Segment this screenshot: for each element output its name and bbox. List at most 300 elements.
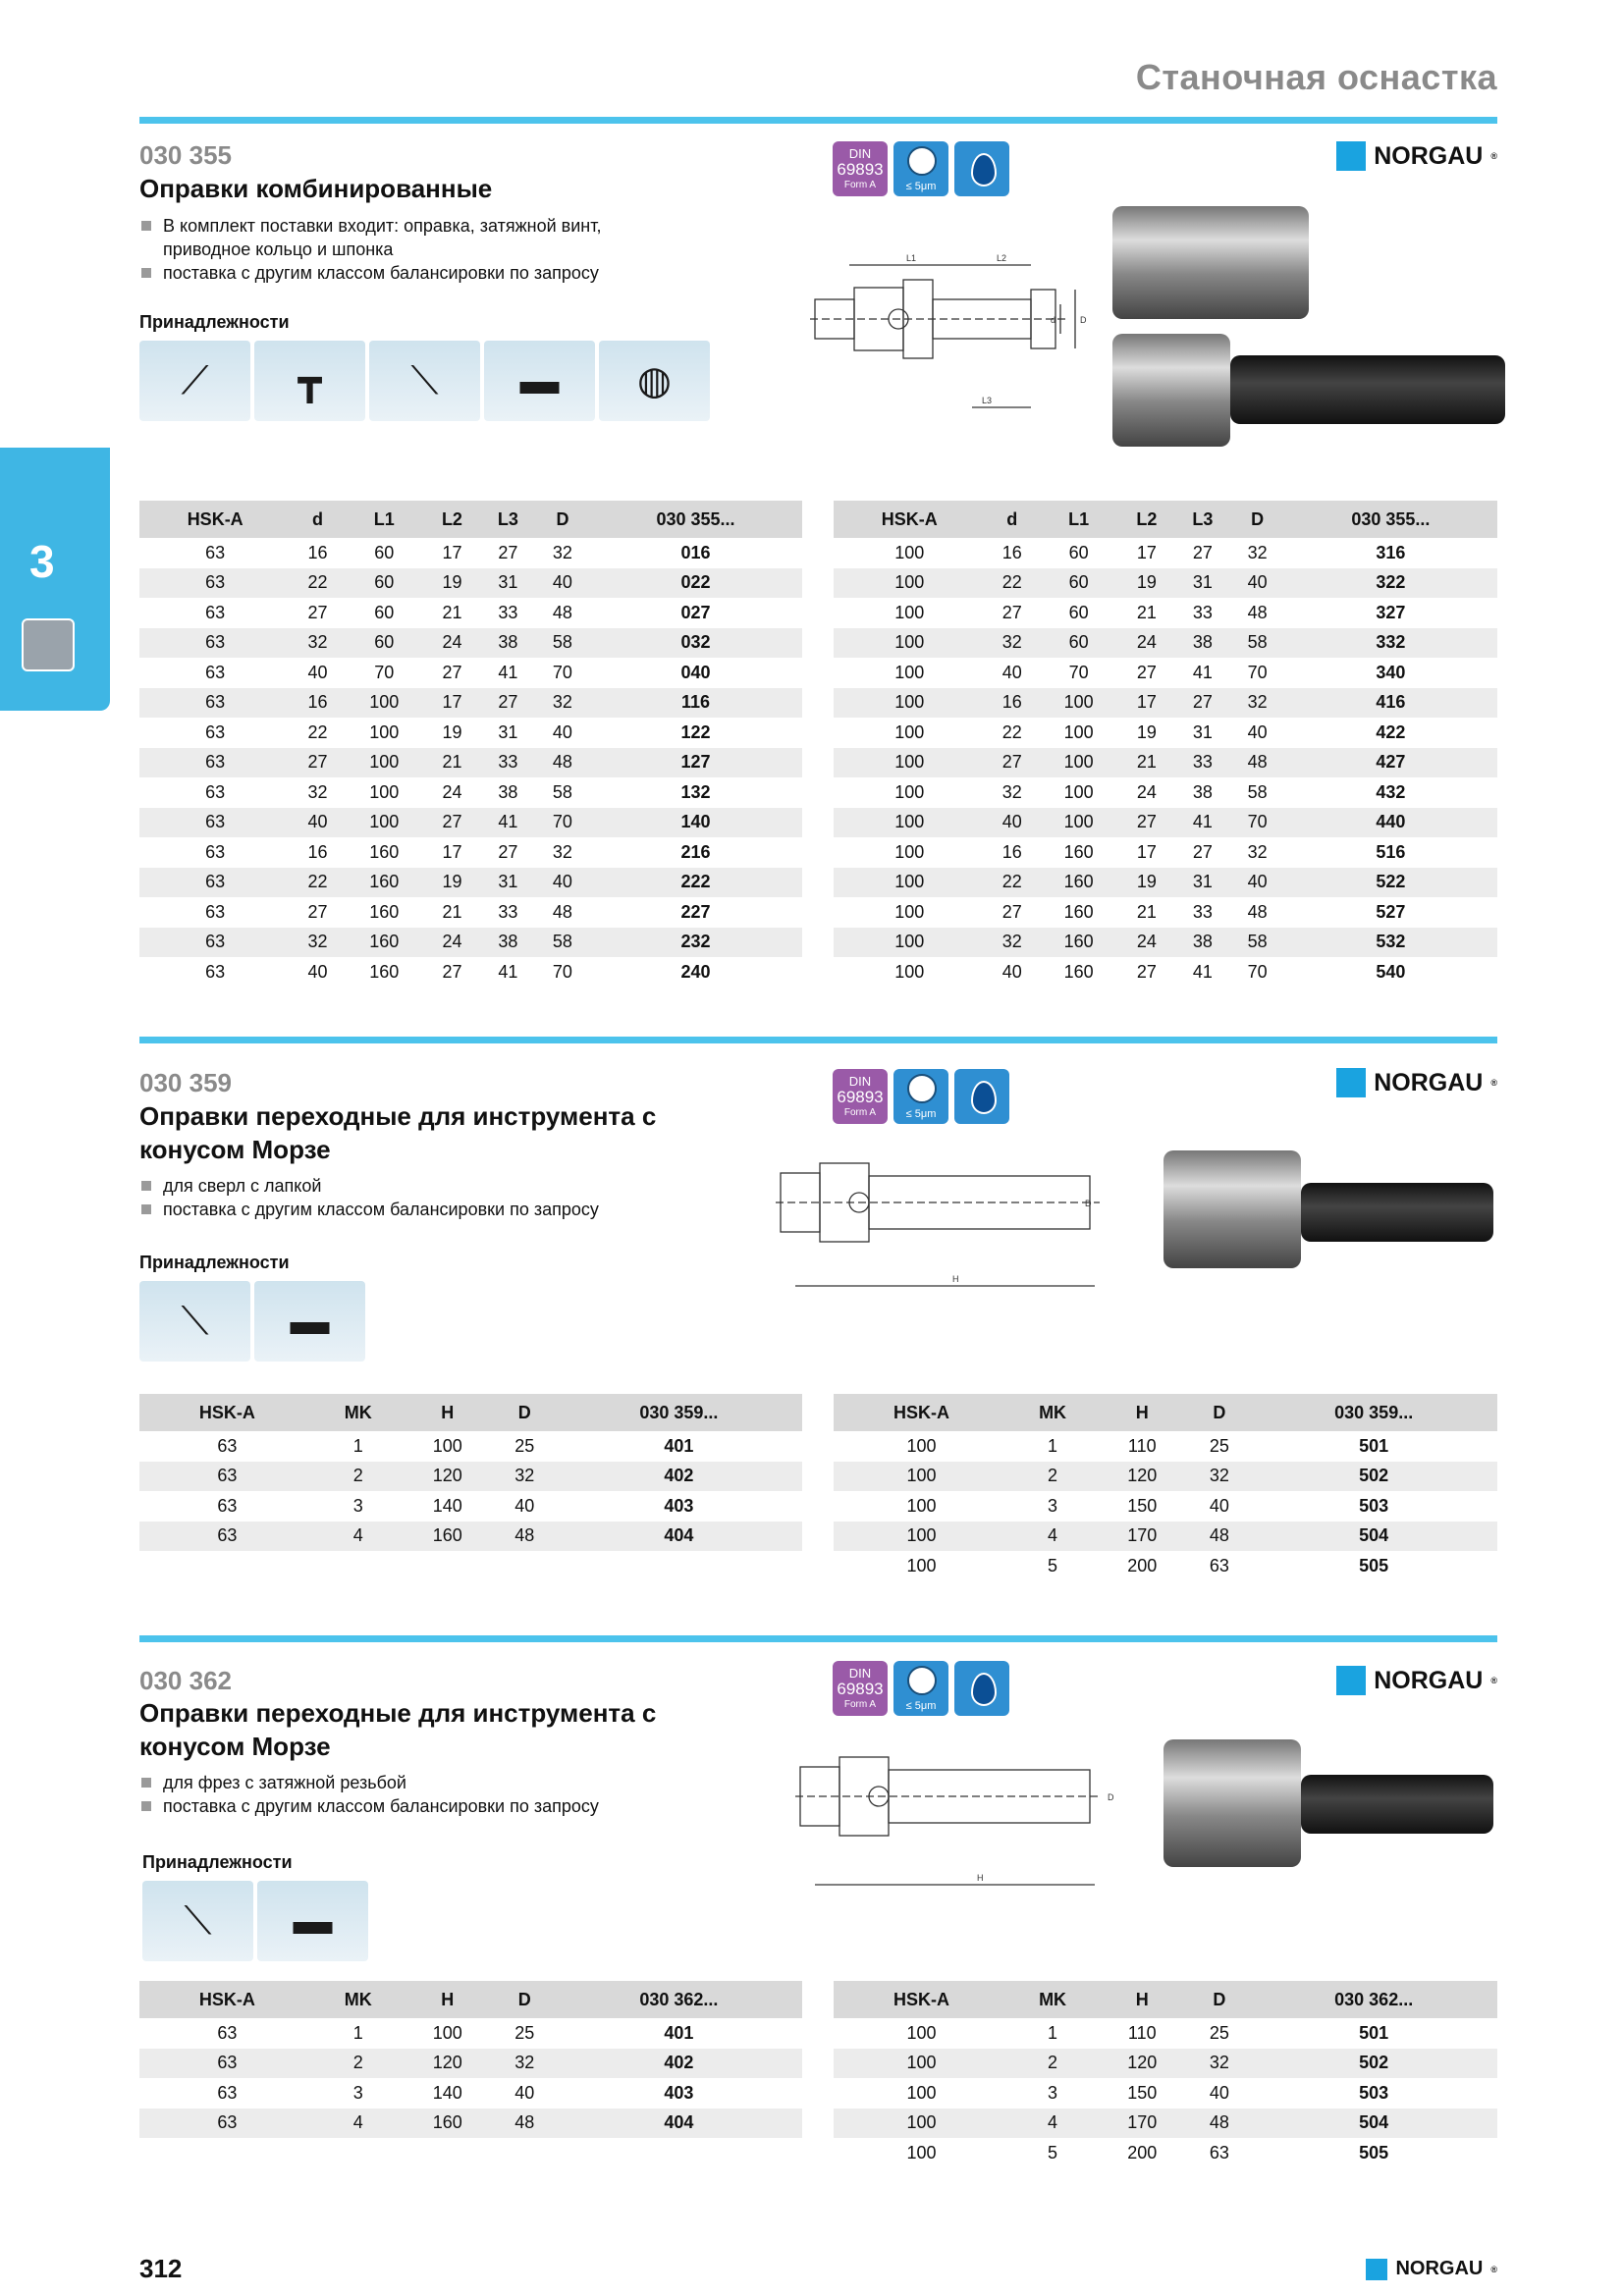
column-header: 030 359... bbox=[1250, 1394, 1497, 1431]
coolant-drop-icon bbox=[954, 1069, 1009, 1124]
table-cell: 40 bbox=[307, 662, 328, 682]
table-cell: 416 bbox=[1284, 688, 1497, 719]
table-cell: 132 bbox=[680, 781, 711, 802]
section-bullets bbox=[139, 1771, 689, 1818]
table-cell: 503 bbox=[1359, 2082, 1389, 2103]
page-number: 312 bbox=[139, 2254, 183, 2283]
screw-icon: ▬ bbox=[293, 1898, 333, 1943]
table-cell: 63 bbox=[205, 542, 226, 562]
table-cell: 70 bbox=[1247, 961, 1268, 982]
table-cell: 24 bbox=[424, 928, 480, 958]
table-cell: 016 bbox=[680, 542, 711, 562]
table-cell: 100 bbox=[906, 2082, 937, 2103]
table-cell: 33 bbox=[480, 748, 536, 778]
table-cell: 100 bbox=[369, 781, 400, 802]
table-cell: 31 bbox=[480, 868, 536, 898]
table-cell: 100 bbox=[1063, 721, 1094, 742]
table-cell: 27 bbox=[307, 901, 328, 922]
table-cell: 4 bbox=[1009, 1522, 1096, 1552]
table-row bbox=[834, 598, 1497, 628]
column-header: HSK-A bbox=[834, 1981, 1009, 2018]
column-header: MK bbox=[1009, 1981, 1096, 2018]
table-cell: 100 bbox=[432, 2022, 462, 2043]
table-cell: 100 bbox=[432, 1435, 462, 1456]
table-cell: 505 bbox=[1359, 1555, 1389, 1575]
table-cell: 3 bbox=[1048, 1495, 1058, 1516]
din-number: 69893 bbox=[837, 1088, 884, 1106]
table-cell: 48 bbox=[552, 901, 572, 922]
table-cell: 40 bbox=[291, 808, 344, 838]
table-row bbox=[834, 1491, 1497, 1522]
gauge-label: ≤ 5μm bbox=[905, 1108, 937, 1120]
table-cell: 100 bbox=[906, 1555, 937, 1575]
t-wrench-icon: ┳ bbox=[298, 359, 322, 402]
table-cell: 322 bbox=[1284, 568, 1497, 599]
table-cell: 27 bbox=[1136, 961, 1157, 982]
table-cell: 501 bbox=[1359, 1435, 1389, 1456]
table-cell: 19 bbox=[424, 568, 480, 599]
table-cell: 327 bbox=[1376, 602, 1406, 622]
table-cell: 63 bbox=[205, 961, 226, 982]
table-row bbox=[834, 2109, 1497, 2139]
accessory-screw-thumbnail[interactable] bbox=[257, 1881, 368, 1961]
table-cell: 63 bbox=[139, 628, 291, 659]
table-row bbox=[834, 837, 1497, 868]
column-header: d bbox=[291, 501, 344, 538]
technical-drawing bbox=[795, 1752, 1114, 1890]
table-cell: 38 bbox=[498, 781, 518, 802]
table-cell: 100 bbox=[834, 628, 986, 659]
din-label: DIN bbox=[848, 1666, 872, 1681]
table-cell: 32 bbox=[1247, 841, 1268, 862]
table-cell: 100 bbox=[834, 1522, 1009, 1552]
table-cell: 48 bbox=[1230, 748, 1283, 778]
hex-key-icon: ⟍ bbox=[184, 1898, 212, 1943]
brand-mark: ® bbox=[1490, 151, 1497, 161]
table-cell: 70 bbox=[552, 961, 572, 982]
table-cell: 516 bbox=[1376, 841, 1406, 862]
table-row bbox=[834, 868, 1497, 898]
dim-label: D bbox=[1080, 315, 1087, 325]
table-cell: 70 bbox=[1230, 808, 1283, 838]
table-row bbox=[139, 1522, 802, 1552]
accessory-screw-thumbnail[interactable] bbox=[484, 341, 595, 421]
table-cell: 48 bbox=[1188, 1522, 1250, 1552]
table-cell: 32 bbox=[1188, 2049, 1250, 2079]
table-cell: 504 bbox=[1250, 2109, 1497, 2139]
table-cell: 48 bbox=[494, 2109, 556, 2139]
table-cell: 4 bbox=[1009, 2109, 1096, 2139]
table-cell: 17 bbox=[1136, 542, 1157, 562]
column-header: L3 bbox=[1174, 501, 1230, 538]
table-cell: 316 bbox=[1376, 542, 1406, 562]
table-cell: 40 bbox=[1247, 721, 1268, 742]
table-cell: 127 bbox=[589, 748, 802, 778]
table-cell: 16 bbox=[291, 688, 344, 719]
table-cell: 24 bbox=[1118, 628, 1174, 659]
gauge-label: ≤ 5μm bbox=[905, 181, 937, 192]
din-form: Form A bbox=[843, 1699, 877, 1710]
table-cell: 100 bbox=[345, 808, 424, 838]
table-cell: 48 bbox=[1247, 602, 1268, 622]
table-row bbox=[139, 628, 802, 659]
table-cell: 32 bbox=[307, 781, 328, 802]
table-cell: 100 bbox=[1039, 748, 1119, 778]
table-cell: 19 bbox=[1136, 721, 1157, 742]
table-row bbox=[834, 1522, 1497, 1552]
table-cell: 63 bbox=[205, 841, 226, 862]
column-header: HSK-A bbox=[139, 1394, 315, 1431]
table-row bbox=[834, 808, 1497, 838]
table-cell: 100 bbox=[894, 901, 925, 922]
table-cell: 63 bbox=[205, 901, 226, 922]
table-cell: 22 bbox=[986, 568, 1039, 599]
table-cell: 32 bbox=[552, 841, 572, 862]
spec-table bbox=[834, 1981, 1497, 2168]
table-row bbox=[139, 2018, 802, 2049]
table-cell: 100 bbox=[345, 688, 424, 719]
table-cell: 63 bbox=[139, 808, 291, 838]
table-row bbox=[139, 777, 802, 808]
table-cell: 24 bbox=[1118, 928, 1174, 958]
tool-holder-icon bbox=[22, 618, 75, 671]
table-cell: 32 bbox=[494, 2049, 556, 2079]
column-header: 030 355... bbox=[589, 501, 802, 538]
table-cell: 63 bbox=[139, 2049, 315, 2079]
table-cell: 58 bbox=[536, 628, 589, 659]
table-cell: 24 bbox=[1136, 781, 1157, 802]
table-cell: 63 bbox=[139, 868, 291, 898]
table-cell: 63 bbox=[139, 928, 291, 958]
table-cell: 404 bbox=[556, 1522, 802, 1552]
table-cell: 401 bbox=[664, 1435, 694, 1456]
table-cell: 63 bbox=[217, 2082, 238, 2103]
table-cell: 31 bbox=[498, 721, 518, 742]
table-row bbox=[139, 688, 802, 719]
table-header-row bbox=[139, 1394, 802, 1431]
table-cell: 170 bbox=[1096, 2109, 1188, 2139]
table-cell: 32 bbox=[986, 628, 1039, 659]
table-row bbox=[139, 1491, 802, 1522]
hex-key-icon: ⟍ bbox=[181, 1299, 209, 1343]
table-cell: 502 bbox=[1250, 2049, 1497, 2079]
spec-table bbox=[834, 1394, 1497, 1581]
column-header: 030 359... bbox=[556, 1394, 802, 1431]
coolant-drop-icon bbox=[954, 141, 1009, 196]
accessories-label: Принадлежности bbox=[139, 1253, 290, 1272]
page-header-title: Станочная оснастка bbox=[1135, 57, 1497, 97]
column-header: L3 bbox=[480, 501, 536, 538]
table-cell: 403 bbox=[664, 2082, 694, 2103]
column-header: L1 bbox=[345, 501, 424, 538]
column-header: HSK-A bbox=[834, 1394, 1009, 1431]
table-cell: 60 bbox=[1068, 542, 1089, 562]
column-header: D bbox=[1230, 501, 1283, 538]
hex-key-icon: ⟍ bbox=[410, 358, 439, 402]
table-cell: 22 bbox=[291, 868, 344, 898]
screw-icon: ▬ bbox=[519, 358, 560, 402]
dim-label: d bbox=[1051, 315, 1056, 325]
table-cell: 63 bbox=[139, 1522, 315, 1552]
table-cell: 100 bbox=[345, 748, 424, 778]
table-cell: 122 bbox=[680, 721, 711, 742]
table-row bbox=[139, 658, 802, 688]
table-cell: 21 bbox=[424, 748, 480, 778]
table-row bbox=[834, 2049, 1497, 2079]
table-cell: 63 bbox=[205, 781, 226, 802]
table-cell: 440 bbox=[1284, 808, 1497, 838]
table-cell: 27 bbox=[307, 602, 328, 622]
table-row bbox=[834, 897, 1497, 928]
table-cell: 120 bbox=[402, 1462, 494, 1492]
table-cell: 40 bbox=[552, 721, 572, 742]
table-cell: 5 bbox=[1048, 1555, 1058, 1575]
table-cell: 340 bbox=[1376, 662, 1406, 682]
table-cell: 403 bbox=[664, 1495, 694, 1516]
dim-label: H bbox=[952, 1274, 959, 1284]
table-cell: 31 bbox=[1174, 868, 1230, 898]
table-cell: 120 bbox=[1096, 1462, 1188, 1492]
accessories-strip bbox=[139, 1281, 365, 1362]
din-number: 69893 bbox=[837, 160, 884, 179]
table-row bbox=[139, 538, 802, 568]
table-cell: 432 bbox=[1376, 781, 1406, 802]
table-row bbox=[834, 688, 1497, 719]
accessory-tee-thumbnail[interactable] bbox=[254, 341, 365, 421]
table-cell: 25 bbox=[1209, 2022, 1229, 2043]
table-cell: 170 bbox=[1096, 1522, 1188, 1552]
din-badge bbox=[833, 1661, 888, 1716]
accessory-ring-thumbnail[interactable] bbox=[599, 341, 710, 421]
table-cell: 100 bbox=[894, 662, 925, 682]
din-label: DIN bbox=[848, 146, 872, 161]
product-photo-short bbox=[1112, 206, 1309, 319]
section-rule bbox=[139, 1635, 1497, 1642]
table-cell: 38 bbox=[1174, 628, 1230, 659]
brand-name: NORGAU bbox=[1374, 141, 1484, 170]
table-cell: 63 bbox=[205, 721, 226, 742]
table-cell: 540 bbox=[1376, 961, 1406, 982]
table-row bbox=[834, 957, 1497, 988]
table-cell: 5 bbox=[1048, 2142, 1058, 2163]
table-cell: 25 bbox=[514, 1435, 535, 1456]
bullet-item: для фрез с затяжной резьбой bbox=[139, 1771, 689, 1794]
bullet-item: В комплект поставки входит: оправка, затяжной винт, приводное кольцо и шпонка bbox=[139, 214, 689, 261]
table-cell: 1 bbox=[1048, 2022, 1058, 2043]
table-cell: 27 bbox=[1136, 662, 1157, 682]
table-row bbox=[139, 718, 802, 748]
table-cell: 60 bbox=[1039, 568, 1119, 599]
table-row bbox=[139, 837, 802, 868]
table-cell: 40 bbox=[1209, 2082, 1229, 2103]
table-cell: 41 bbox=[480, 808, 536, 838]
table-cell: 501 bbox=[1359, 2022, 1389, 2043]
table-row bbox=[834, 568, 1497, 599]
din-form: Form A bbox=[843, 1107, 877, 1118]
table-cell: 19 bbox=[1118, 568, 1174, 599]
bullet-item: поставка с другим классом балансировки по запросу bbox=[139, 261, 689, 285]
table-cell: 040 bbox=[680, 662, 711, 682]
table-row bbox=[139, 2049, 802, 2079]
table-cell: 27 bbox=[986, 748, 1039, 778]
section-title: Оправки комбинированные bbox=[139, 174, 493, 203]
table-cell: 21 bbox=[442, 602, 462, 622]
table-cell: 16 bbox=[307, 841, 328, 862]
table-header-row bbox=[834, 1981, 1497, 2018]
accessory-hex-key-thumbnail[interactable] bbox=[139, 1281, 250, 1362]
table-cell: 422 bbox=[1376, 721, 1406, 742]
table-cell: 100 bbox=[894, 542, 925, 562]
table-cell: 38 bbox=[1174, 928, 1230, 958]
table-cell: 140 bbox=[589, 808, 802, 838]
table-cell: 70 bbox=[552, 662, 572, 682]
table-cell: 110 bbox=[1127, 1435, 1157, 1456]
table-row bbox=[834, 628, 1497, 659]
table-cell: 24 bbox=[424, 628, 480, 659]
table-cell: 140 bbox=[432, 2082, 462, 2103]
table-cell: 27 bbox=[424, 808, 480, 838]
table-cell: 40 bbox=[1230, 568, 1283, 599]
bullet-item: поставка с другим классом балансировки по запросу bbox=[139, 1794, 689, 1818]
table-row bbox=[834, 2018, 1497, 2049]
table-cell: 60 bbox=[374, 542, 395, 562]
table-cell: 27 bbox=[291, 748, 344, 778]
bullet-item: поставка с другим классом балансировки по запросу bbox=[139, 1198, 689, 1221]
table-row bbox=[139, 2109, 802, 2139]
table-cell: 100 bbox=[369, 721, 400, 742]
table-cell: 21 bbox=[1118, 748, 1174, 778]
table-cell: 100 bbox=[834, 748, 986, 778]
table-row bbox=[834, 1551, 1497, 1581]
table-cell: 70 bbox=[536, 808, 589, 838]
table-row bbox=[139, 1431, 802, 1462]
accessory-screw-thumbnail[interactable] bbox=[254, 1281, 365, 1362]
table-row bbox=[139, 957, 802, 988]
table-cell: 40 bbox=[514, 2082, 535, 2103]
brand-name: NORGAU bbox=[1374, 1666, 1484, 1694]
table-cell: 22 bbox=[307, 721, 328, 742]
table-cell: 58 bbox=[536, 928, 589, 958]
table-cell: 27 bbox=[1001, 901, 1022, 922]
brand-name: NORGAU bbox=[1395, 2258, 1484, 2279]
table-cell: 160 bbox=[345, 868, 424, 898]
table-cell: 100 bbox=[1063, 781, 1094, 802]
column-header: HSK-A bbox=[139, 501, 291, 538]
dim-label: L3 bbox=[982, 396, 993, 405]
table-cell: 22 bbox=[291, 568, 344, 599]
table-cell: 63 bbox=[205, 602, 226, 622]
table-cell: 58 bbox=[1247, 781, 1268, 802]
table-cell: 40 bbox=[1001, 961, 1022, 982]
table-cell: 63 bbox=[139, 568, 291, 599]
product-photo-long-head bbox=[1112, 334, 1230, 447]
column-header: D bbox=[1188, 1981, 1250, 2018]
table-cell: 3 bbox=[352, 1495, 363, 1516]
table-cell: 150 bbox=[1127, 2082, 1158, 2103]
table-cell: 32 bbox=[291, 628, 344, 659]
table-cell: 200 bbox=[1127, 1555, 1158, 1575]
table-cell: 100 bbox=[834, 568, 986, 599]
table-cell: 19 bbox=[424, 868, 480, 898]
table-cell: 19 bbox=[1118, 868, 1174, 898]
table-cell: 27 bbox=[1174, 688, 1230, 719]
table-cell: 3 bbox=[1048, 2082, 1058, 2103]
section-bullets bbox=[139, 1174, 689, 1221]
table-cell: 40 bbox=[1001, 662, 1022, 682]
table-row bbox=[834, 1462, 1497, 1492]
table-cell: 40 bbox=[1230, 868, 1283, 898]
column-header: L2 bbox=[1118, 501, 1174, 538]
technical-drawing bbox=[776, 1158, 1109, 1296]
column-header: MK bbox=[315, 1394, 402, 1431]
accessories-strip bbox=[142, 1881, 368, 1961]
table-cell: 332 bbox=[1284, 628, 1497, 659]
table-row bbox=[139, 1462, 802, 1492]
table-cell: 22 bbox=[1001, 721, 1022, 742]
table-cell: 21 bbox=[442, 901, 462, 922]
table-cell: 63 bbox=[217, 1495, 238, 1516]
table-cell: 3 bbox=[352, 2082, 363, 2103]
table-cell: 40 bbox=[986, 808, 1039, 838]
table-cell: 100 bbox=[906, 2022, 937, 2043]
accessory-key-thumbnail[interactable] bbox=[139, 341, 250, 421]
accessory-hex-key-thumbnail[interactable] bbox=[369, 341, 480, 421]
product-photo-body bbox=[1301, 1775, 1493, 1834]
table-cell: 48 bbox=[1247, 901, 1268, 922]
table-cell: 232 bbox=[589, 928, 802, 958]
table-cell: 16 bbox=[1001, 542, 1022, 562]
table-cell: 200 bbox=[1127, 2142, 1158, 2163]
table-cell: 21 bbox=[1136, 602, 1157, 622]
section-code: 030 362 bbox=[139, 1666, 232, 1695]
table-cell: 160 bbox=[345, 928, 424, 958]
table-cell: 160 bbox=[1063, 961, 1094, 982]
table-cell: 63 bbox=[217, 1435, 238, 1456]
table-cell: 100 bbox=[834, 2109, 1009, 2139]
table-cell: 160 bbox=[369, 961, 400, 982]
table-cell: 25 bbox=[514, 2022, 535, 2043]
section-title: Оправки переходные для инструмента с конусом Морзе bbox=[139, 1698, 657, 1761]
balance-gauge-icon bbox=[893, 1661, 948, 1716]
table-cell: 60 bbox=[1068, 602, 1089, 622]
brand-mark: ® bbox=[1490, 2264, 1497, 2274]
table-cell: 116 bbox=[589, 688, 802, 719]
table-cell: 70 bbox=[374, 662, 395, 682]
table-cell: 2 bbox=[315, 2049, 402, 2079]
column-header: 030 362... bbox=[556, 1981, 802, 2018]
accessory-hex-key-thumbnail[interactable] bbox=[142, 1881, 253, 1961]
ring-icon: ◍ bbox=[637, 359, 672, 402]
table-cell: 27 bbox=[442, 662, 462, 682]
table-cell: 32 bbox=[552, 542, 572, 562]
spec-table bbox=[139, 501, 802, 988]
table-cell: 70 bbox=[1247, 662, 1268, 682]
table-cell: 1 bbox=[352, 1435, 363, 1456]
table-row bbox=[834, 748, 1497, 778]
table-row bbox=[139, 808, 802, 838]
table-cell: 33 bbox=[498, 602, 518, 622]
table-cell: 401 bbox=[664, 2022, 694, 2043]
table-cell: 100 bbox=[834, 688, 986, 719]
table-cell: 100 bbox=[906, 2142, 937, 2163]
table-cell: 31 bbox=[480, 568, 536, 599]
table-cell: 4 bbox=[315, 1522, 402, 1552]
column-header: D bbox=[494, 1394, 556, 1431]
table-cell: 17 bbox=[424, 688, 480, 719]
table-cell: 427 bbox=[1284, 748, 1497, 778]
dim-label: D bbox=[1108, 1792, 1114, 1802]
table-cell: 32 bbox=[291, 928, 344, 958]
